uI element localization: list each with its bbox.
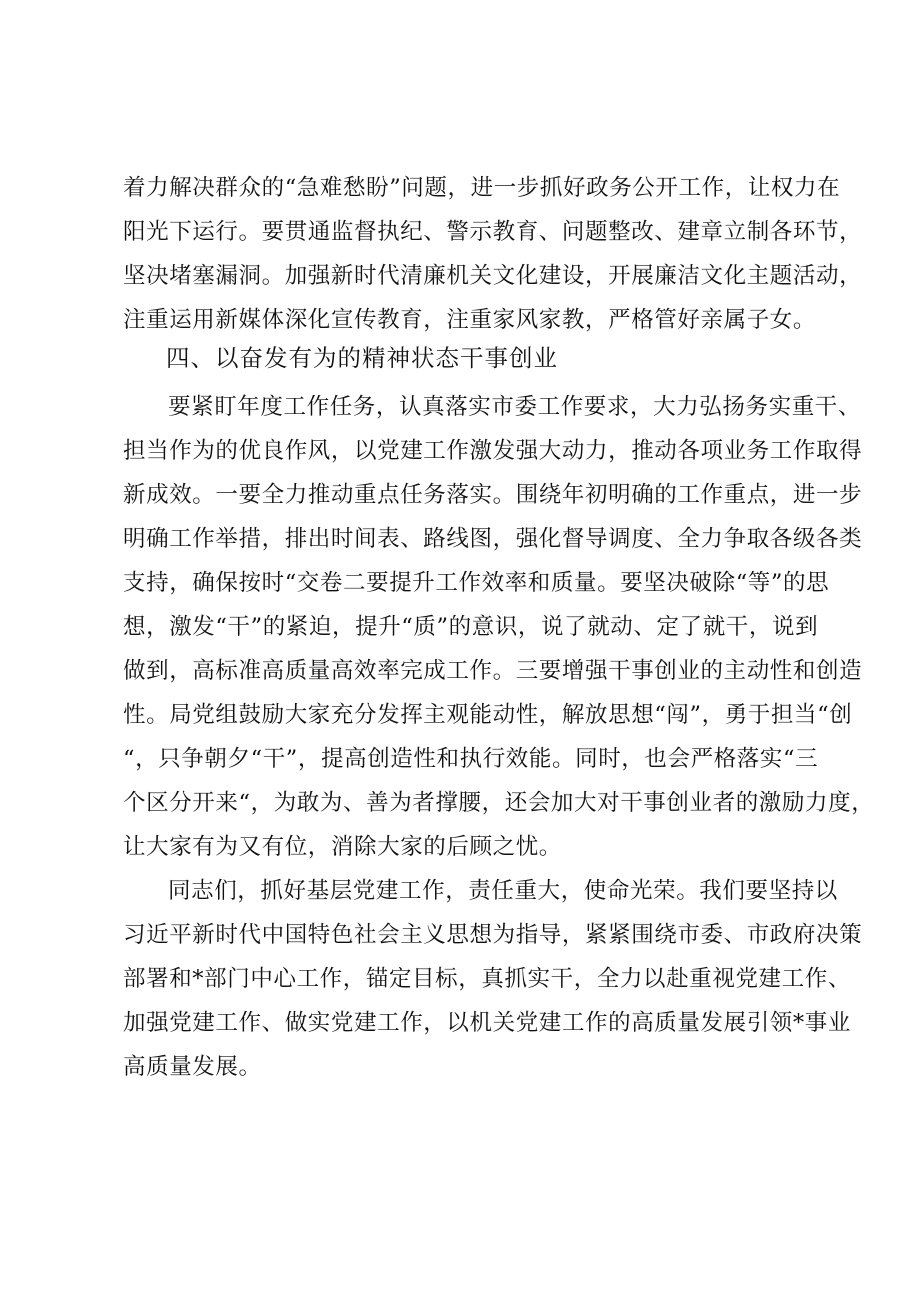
para-four-line: 让大家有为又有位，消除大家的后顾之忧。	[123, 834, 562, 860]
para-four-line: 担当作为的优良作风，以党建工作激发强大动力，推动各项业务工作取得	[123, 438, 863, 464]
para-top-line: 坚决堵塞漏洞。加强新时代清廉机关文化建设，开展廉洁文化主题活动，	[123, 263, 863, 289]
para-four-line: “，只争朝夕“干”，提高创造性和执行效能。同时，也会严格落实“三	[123, 746, 819, 772]
para-top-line: 注重运用新媒体深化宣传教育，注重家风家教，严格管好亲属子女。	[123, 307, 817, 333]
closing-para-line: 高质量发展。	[123, 1054, 262, 1080]
section-heading: 四、以奋发有为的精神状态干事创业	[166, 344, 558, 372]
para-four-line: 支持，确保按时“交卷二要提升工作效率和质量。要坚决破除“等”的思	[123, 570, 830, 596]
closing-para-line: 部署和*部门中心工作，锚定目标，真抓实干，全力以赴重视党建工作、	[123, 966, 851, 992]
para-top-line: 着力解决群众的“急难愁盼”问题，进一步抓好政务公开工作，让权力在	[123, 175, 841, 201]
para-four-line: 新成效。一要全力推动重点任务落实。围绕年初明确的工作重点，进一步	[123, 482, 863, 508]
para-four-line: 个区分开来“，为敢为、善为者撑腰，还会加大对干事创业者的激励力度，	[123, 790, 875, 816]
para-four-line: 明确工作举措，排出时间表、路线图，强化督导调度、全力争取各级各类	[123, 526, 863, 552]
para-four-line: 想，激发“干”的紧迫，提升“质”的意识，说了就动、定了就干，说到	[123, 614, 819, 640]
para-top-line: 阳光下运行。要贯通监督执纪、警示教育、问题整改、建章立制各环节，	[123, 219, 863, 245]
closing-para-line: 同志们，抓好基层党建工作，责任重大，使命光荣。我们要坚持以	[168, 878, 838, 904]
closing-para-line: 加强党建工作、做实党建工作，以机关党建工作的高质量发展引领*事业	[123, 1010, 851, 1036]
para-four-line: 做到，高标准高质量高效率完成工作。三要增强干事创业的主动性和创造	[123, 658, 863, 684]
para-four-line: 要紧盯年度工作任务，认真落实市委工作要求，大力弘扬务实重干、	[168, 394, 862, 420]
para-four-line: 性。局党组鼓励大家充分发挥主观能动性，解放思想“闯”，勇于担当“创	[123, 702, 853, 728]
closing-para-line: 习近平新时代中国特色社会主义思想为指导，紧紧围绕市委、市政府决策	[123, 922, 863, 948]
